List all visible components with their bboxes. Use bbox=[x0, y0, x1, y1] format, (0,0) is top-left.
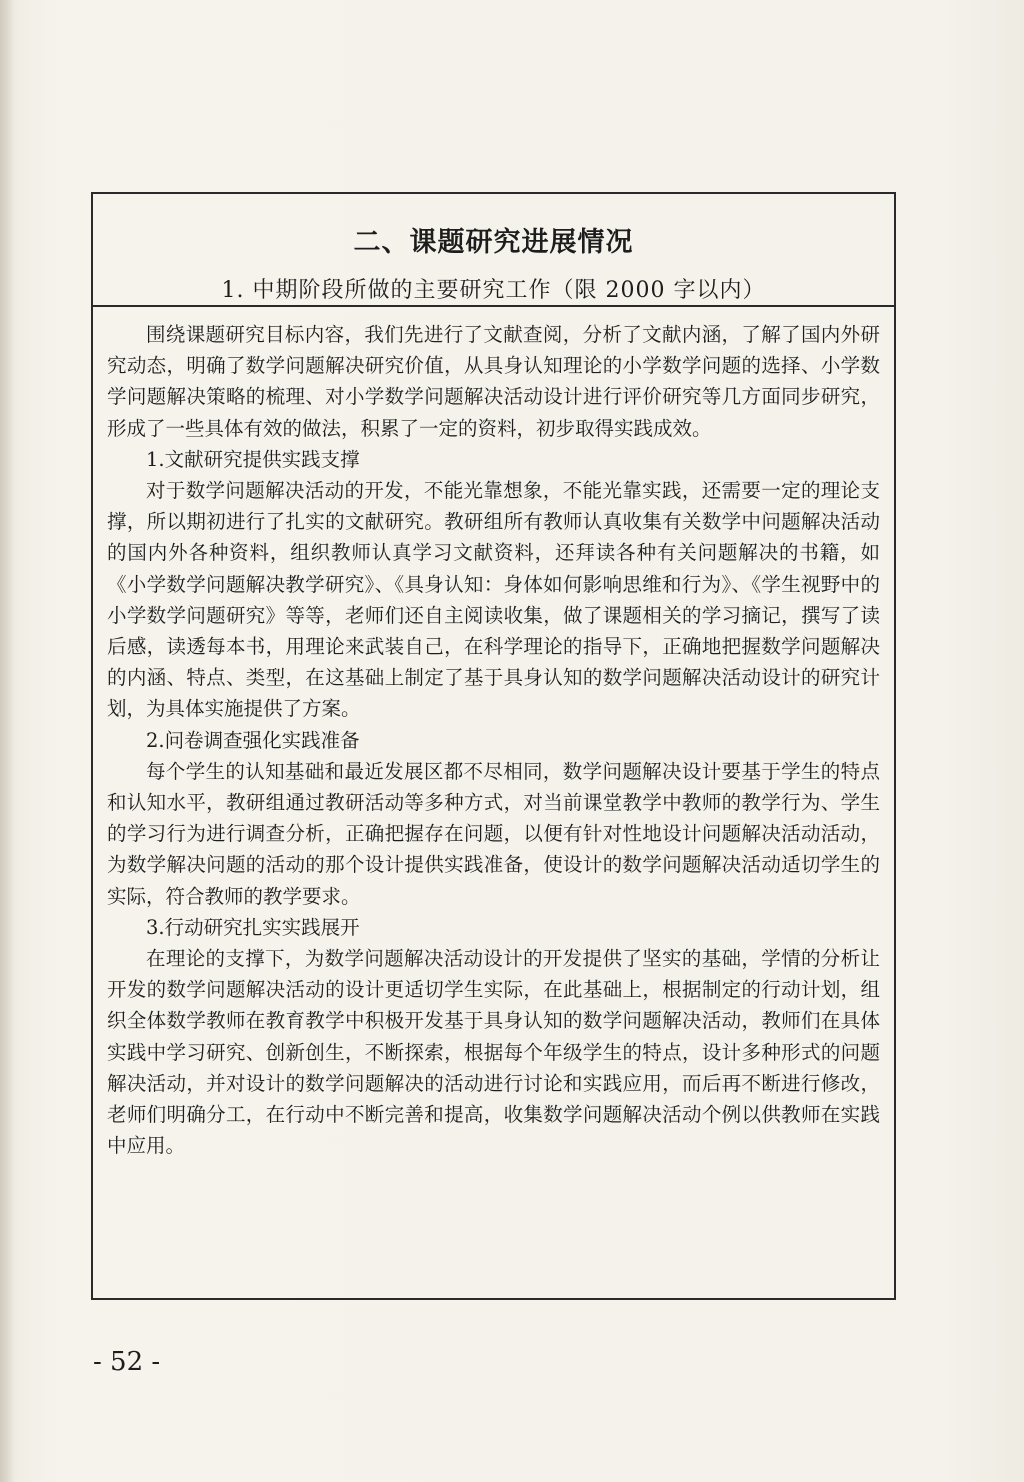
report-table-frame bbox=[91, 192, 896, 1300]
intro-paragraph: 围绕课题研究目标内容，我们先进行了文献查阅，分析了文献内涵，了解了国内外研究动态，明确了数学问题解决研究价值，从具身认知理论的小学数学问题的选择、小学数学问题解决策略的梳理、对小学数学问题解决活动设计进行评价研究等几方面同步研究，形成了一些具体有效的做法，积累了一定的资料，初步取得实践成效。 bbox=[107, 323, 880, 440]
section-paragraph-survey: 每个学生的认知基础和最近发展区都不尽相同，数学问题解决设计要基于学生的特点和认知水平，教研组通过教研活动等多种方式，对当前课堂教学中教师的教学行为、学生的学习行为进行调查分析，正确把握存在问题，以便有针对性地设计问题解决活动活动，为数学解决问题的活动的那个设计提供实践准备，使设计的数学问题解决活动适切学生的实际，符合教师的教学要求。 bbox=[107, 759, 880, 908]
section-heading-literature: 1.文献研究提供实践支撑 bbox=[146, 447, 360, 471]
section-title: 二、课题研究进展情况 bbox=[353, 227, 634, 258]
page-edge-shadow bbox=[0, 0, 14, 1482]
section-heading-action: 3.行动研究扎实实践展开 bbox=[146, 915, 360, 939]
heading-cell bbox=[93, 194, 894, 307]
subsection-title: 1. 中期阶段所做的主要研究工作（限 2000 字以内） bbox=[221, 278, 766, 303]
page-number: - 52 - bbox=[93, 1347, 161, 1377]
section-heading-survey: 2.问卷调查强化实践准备 bbox=[146, 728, 360, 752]
section-paragraph-action: 在理论的支撑下，为数学问题解决活动设计的开发提供了坚实的基础，学情的分析让开发的数学问题解决活动的设计更适切学生实际，在此基础上，根据制定的行动计划，组织全体数学教师在教育教学中积极开发基于具身认知的数学问题解决活动，教师们在具体实践中学习研究、创新创生，不断探索，根据每个年级学生的特点，设计多种形式的问题解决活动，并对设计的数学问题解决的活动进行讨论和实践应用，而后再不断进行修改，老师们明确分工，在行动中不断完善和提高，收集数学问题解决活动个例以供教师在实践中应用。 bbox=[107, 947, 880, 1158]
section-paragraph-literature: 对于数学问题解决活动的开发，不能光靠想象，不能光靠实践，还需要一定的理论支撑，所以期初进行了扎实的文献研究。教研组所有教师认真收集有关数学中问题解决活动的国内外各种资料，组织教师认真学习文献资料，还拜读各种有关问题解决的书籍，如《小学数学问题解决教学研究》、《具身认知：身体如何影响思维和行为》、《学生视野中的小学数学问题研究》等等，老师们还自主阅读收集，做了课题相关的学习摘记，撰写了读后感，读透每本书，用理论来武装自己，在科学理论的指导下，正确地把握数学问题解决的内涵、特点、类型，在这基础上制定了基于具身认知的数学问题解决活动设计的研究计划，为具体实施提供了方案。 bbox=[107, 479, 880, 721]
content-cell bbox=[107, 319, 880, 1161]
